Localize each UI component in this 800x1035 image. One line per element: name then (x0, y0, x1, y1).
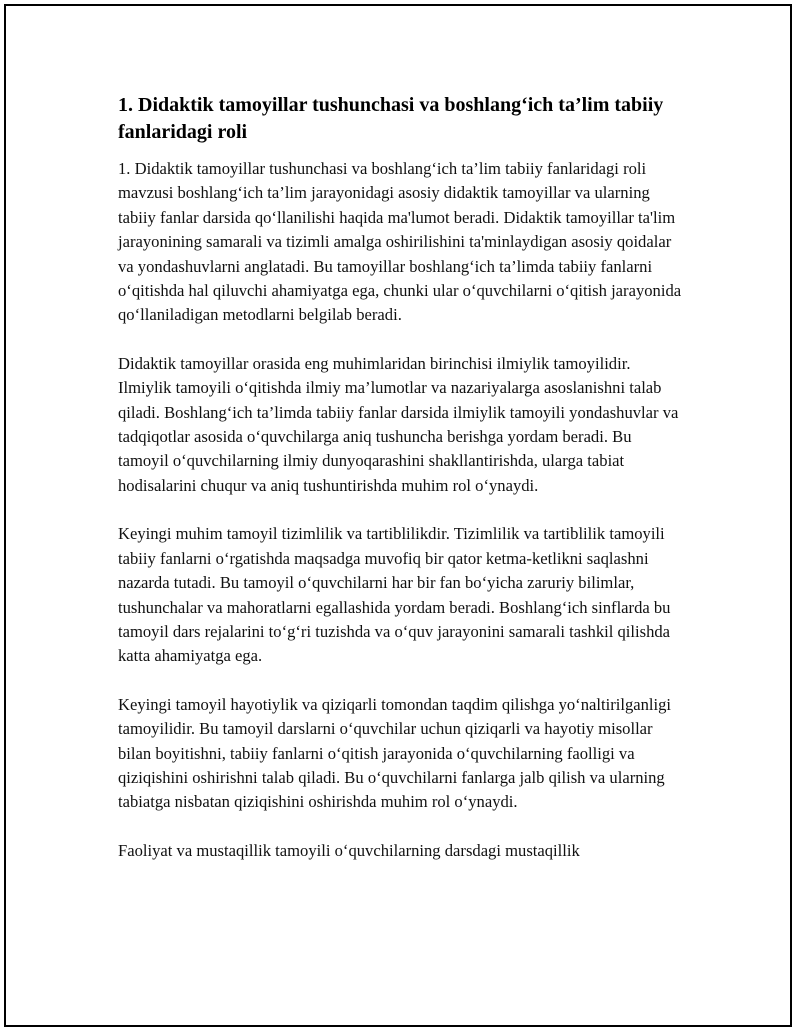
paragraph-1: 1. Didaktik tamoyillar tushunchasi va boshlang‘ich ta’lim tabiiy fanlaridagi roli mavzusi boshlang‘ich ta’lim jarayonidagi asosiy didaktik tamoyillar va ularning tabiiy fanlar darsida qo‘llanilishi haqida ma'lumot beradi. Didaktik tamoyillar ta'lim jarayonining samarali va tizimli amalga oshirilishini ta'minlaydigan asosiy qoidalar va yondashuvlarni anglatadi. Bu tamoyillar boshlang‘ich ta’limda tabiiy fanlarni o‘qitishda hal qiluvchi ahamiyatga ega, chunki ular o‘quvchilarni o‘qitish jarayonida qo‘llaniladigan metodlarni belgilab beradi. (118, 159, 682, 325)
paragraph-2: Didaktik tamoyillar orasida eng muhimlaridan birinchisi ilmiylik tamoyilidir. Ilmiylik tamoyili o‘qitishda ilmiy ma’lumotlar va nazariyalarga asoslanishni talab qiladi. Boshlang‘ich ta’limda tabiiy fanlar darsida ilmiylik tamoyili yondashuvlar va tadqiqotlar asosida o‘quvchilarga aniq tushuncha berishga yordam beradi. Bu tamoyil o‘quvchilarning ilmiy dunyoqarashini shakllantirishda, ularga tabiat hodisalarini chuqur va aniq tushuntirishda muhim rol o‘ynaydi. (118, 353, 679, 495)
document-heading: 1. Didaktik tamoyillar tushunchasi va boshlang‘ich ta’lim tabiiy fanlaridagi roli (118, 94, 664, 143)
paragraph-5: Faoliyat va mustaqillik tamoyili o‘quvchilarning darsdagi mustaqillik (118, 840, 580, 860)
document-body (118, 92, 686, 887)
paragraph-3: Keyingi muhim tamoyil tizimlilik va tartiblilikdir. Tizimlilik va tartiblilik tamoyili tabiiy fanlarni o‘rgatishda maqsadga muvofiq bir qator ketma-ketlikni saqlashni nazarda tutadi. Bu tamoyil o‘quvchilarni har bir fan bo‘yicha zaruriy bilimlar, tushunchalar va mahoratlarni egallashida yordam beradi. Boshlang‘ich sinflarda bu tamoyil dars rejalarini to‘g‘ri tuzishda va o‘quv jarayonini samarali tashkil qilishda katta ahamiyatga ega. (118, 524, 671, 666)
paragraph-4: Keyingi tamoyil hayotiylik va qiziqarli tomondan taqdim qilishga yo‘naltirilganligi tamoyilidir. Bu tamoyil darslarni o‘quvchilar uchun qiziqarli va hayotiy misollar bilan boyitishni, tabiiy fanlarni o‘qitish jarayonida o‘quvchilarning faolligi va qiziqishini oshirishni talab qiladi. Bu o‘quvchilarni fanlarga jalb qilish va ularning tabiatga nisbatan qiziqishini oshirishda muhim rol o‘ynaydi. (118, 694, 672, 812)
